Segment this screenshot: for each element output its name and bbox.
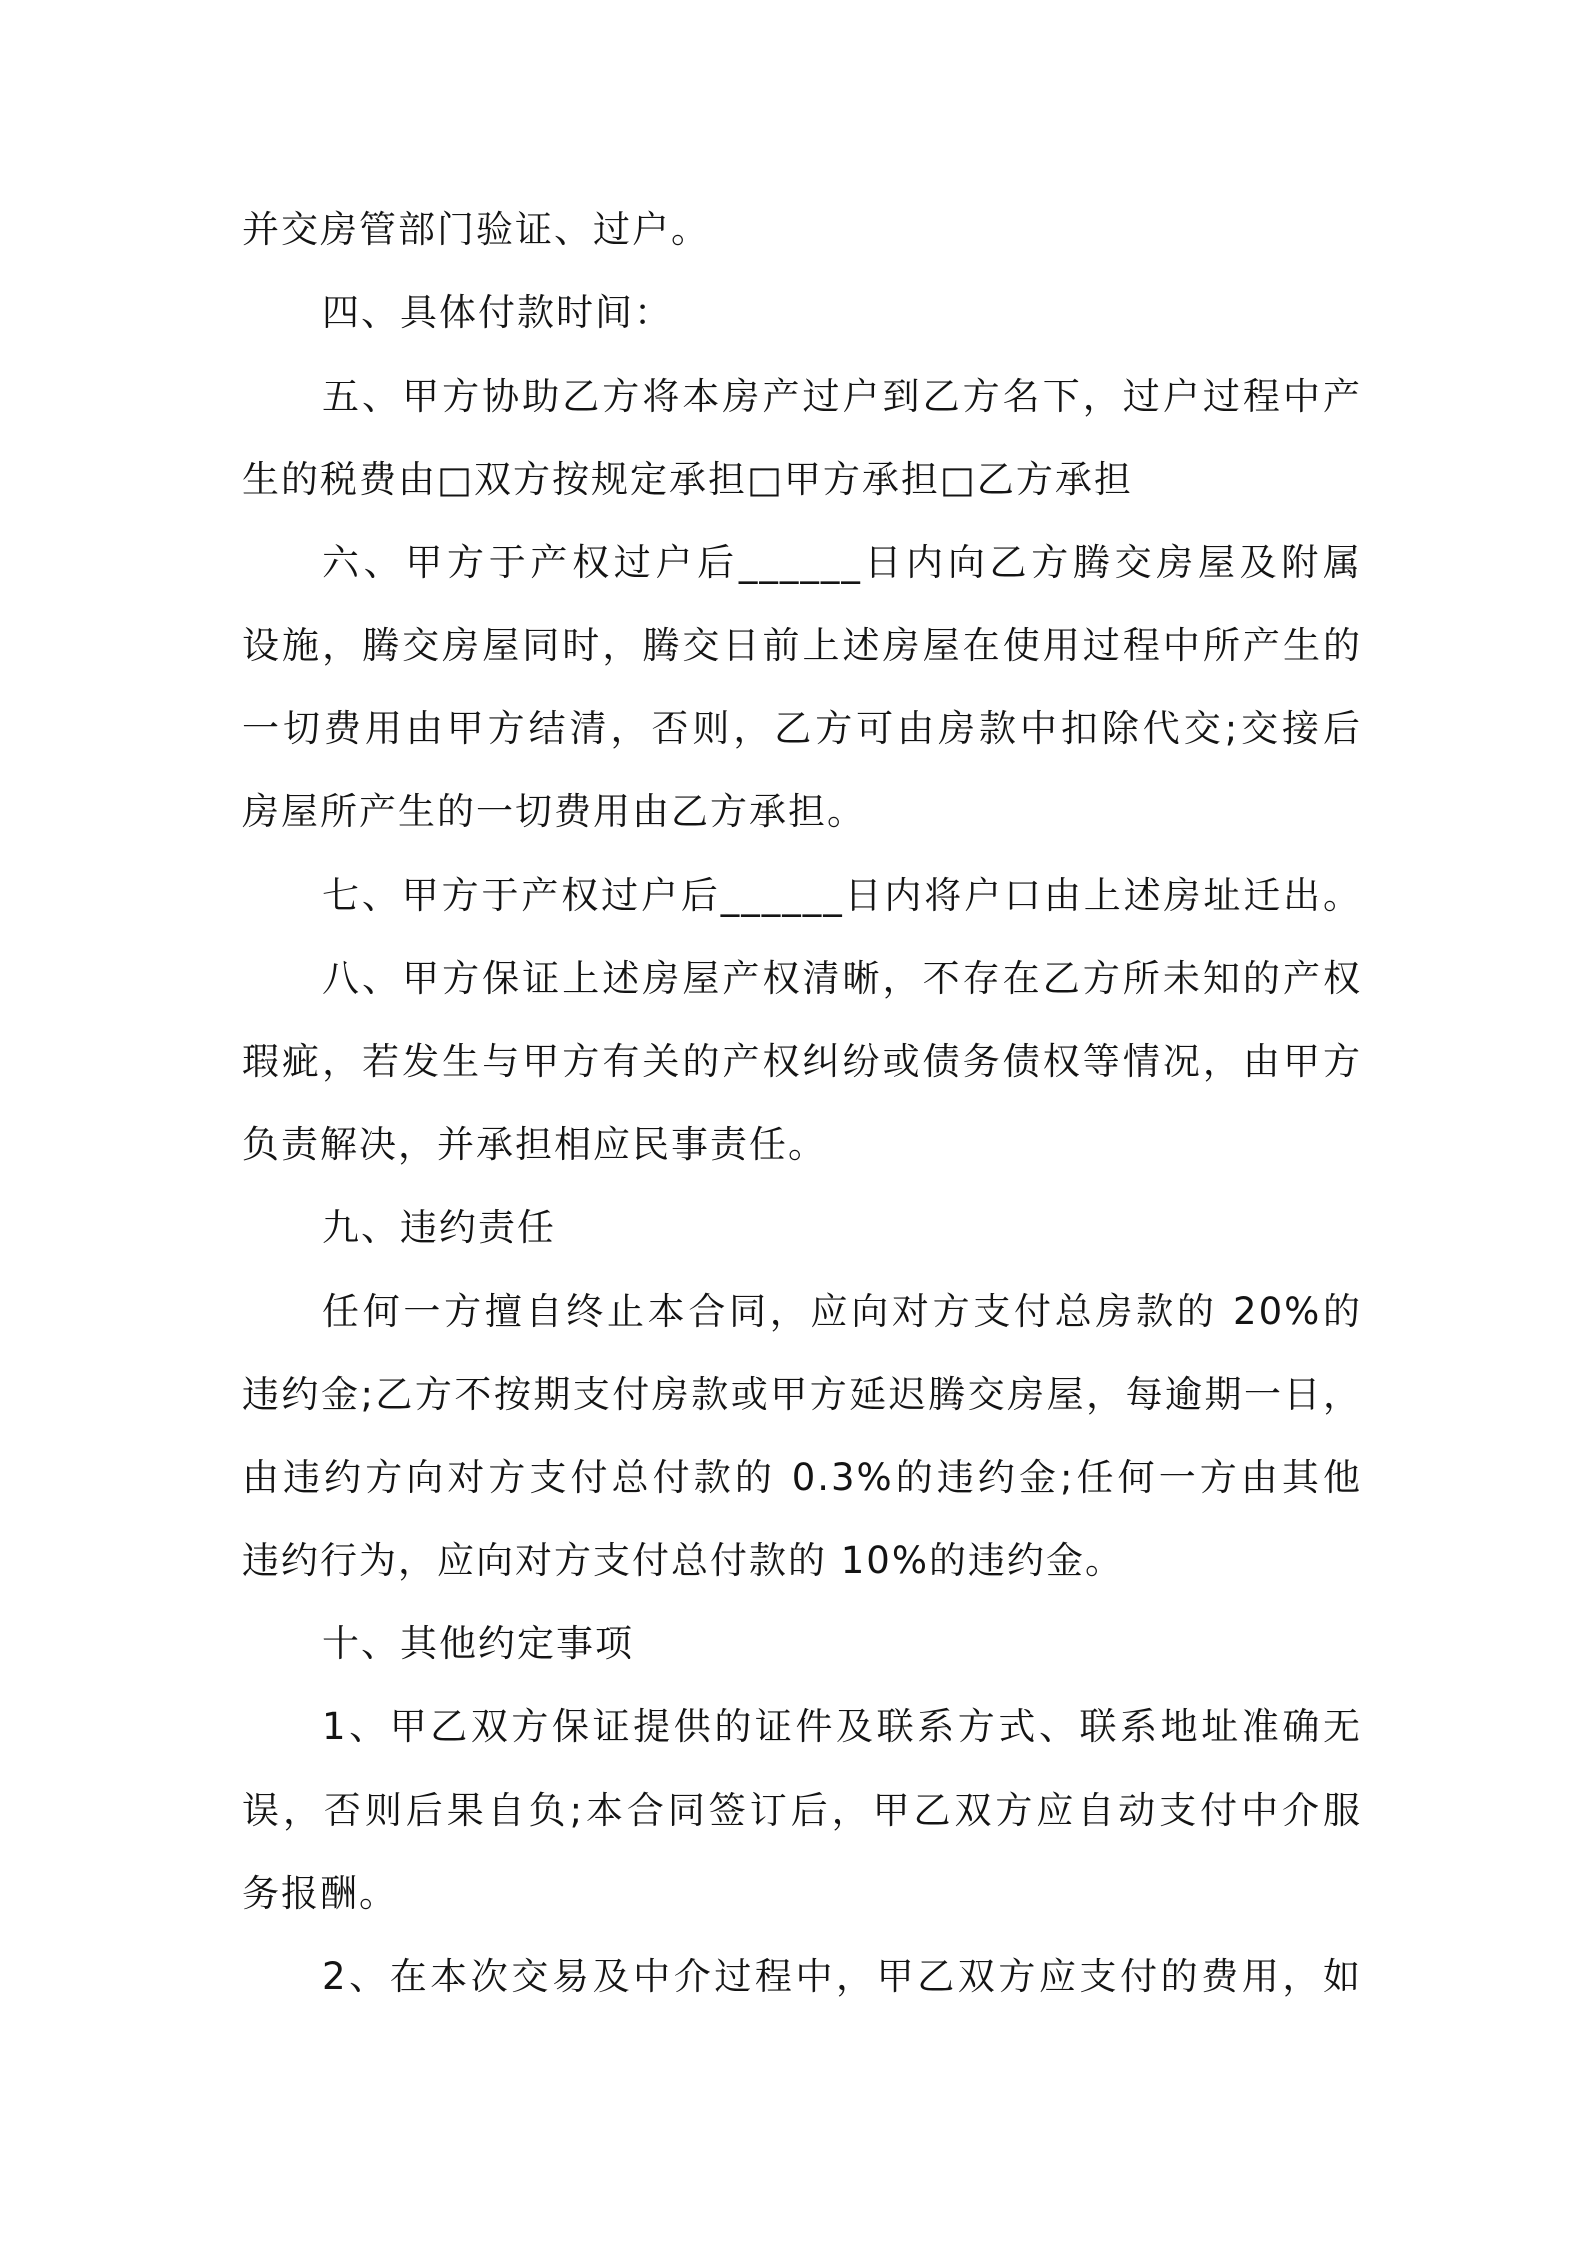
section-heading: 四、具体付款时间： [322,291,673,334]
text-line: 2、在本次交易及中介过程中，甲乙双方应支付的费用，如 [322,1955,1362,1998]
text-line: 由违约方向对方支付总付款的 0.3%的违约金;任何一方由其他 [242,1456,1362,1499]
text-line: 设施，腾交房屋同时，腾交日前上述房屋在使用过程中所产生的 [242,624,1362,667]
text-line: 房屋所产生的一切费用由乙方承担。 [242,790,866,833]
text-line: 负责解决，并承担相应民事责任。 [242,1123,827,1166]
text-line: 五、甲方协助乙方将本房产过户到乙方名下，过户过程中产 [322,375,1362,418]
text-line: 并交房管部门验证、过户。 [242,208,710,251]
section-heading: 十、其他约定事项 [322,1622,634,1665]
text-line: 务报酬。 [242,1872,398,1915]
text-line: 误，否则后果自负;本合同签订后，甲乙双方应自动支付中介服 [242,1789,1362,1832]
text-line: 违约行为，应向对方支付总付款的 10%的违约金。 [242,1539,1124,1582]
text-line: 生的税费由□双方按规定承担□甲方承担□乙方承担 [242,458,1133,501]
text-line: 八、甲方保证上述房屋产权清晰，不存在乙方所未知的产权 [322,957,1362,1000]
text-line: 瑕疵，若发生与甲方有关的产权纠纷或债务债权等情况，由甲方 [242,1040,1362,1083]
text-line: 七、甲方于产权过户后______日内将户口由上述房址迁出。 [322,874,1362,917]
text-line: 一切费用由甲方结清，否则，乙方可由房款中扣除代交;交接后 [242,707,1362,750]
text-line: 任何一方擅自终止本合同，应向对方支付总房款的 20%的 [322,1290,1362,1333]
text-line: 违约金;乙方不按期支付房款或甲方延迟腾交房屋，每逾期一日， [242,1373,1362,1416]
text-line: 六、甲方于产权过户后______日内向乙方腾交房屋及附属 [322,541,1362,584]
text-line: 1、甲乙双方保证提供的证件及联系方式、联系地址准确无 [322,1705,1362,1748]
section-heading: 九、违约责任 [322,1206,556,1249]
